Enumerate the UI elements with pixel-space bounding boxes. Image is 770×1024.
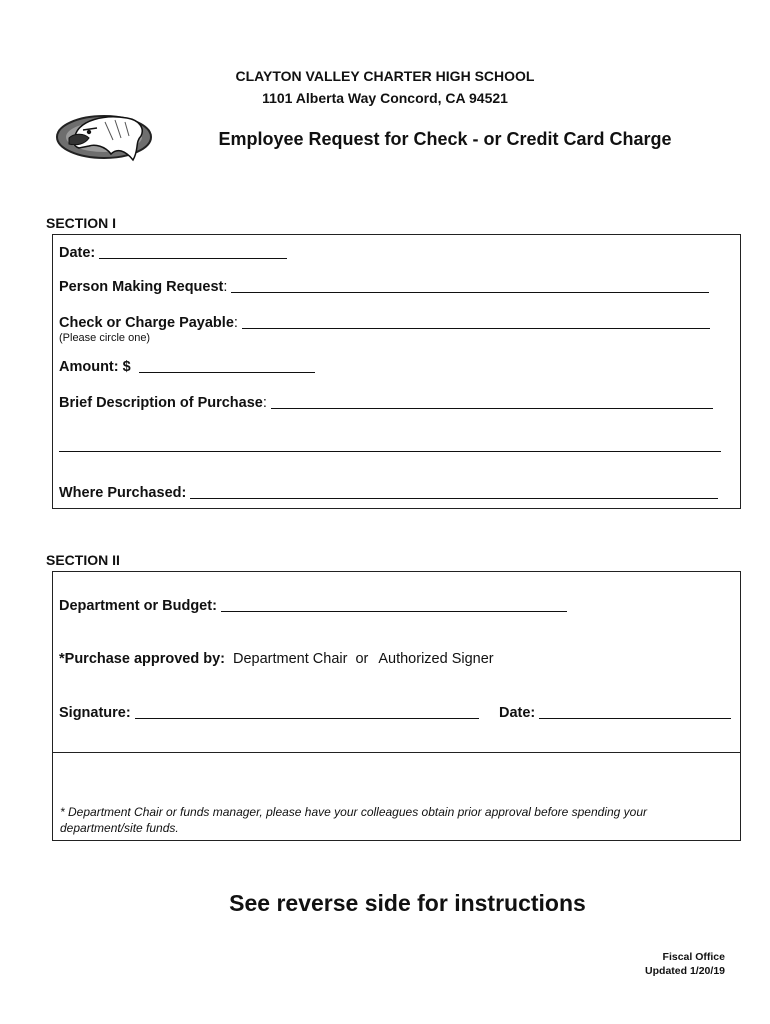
date-field-row — [59, 245, 287, 261]
option-authorized-signer[interactable]: Authorized Signer — [378, 651, 494, 667]
payable-field-row — [59, 315, 710, 331]
description-colon: : — [262, 395, 267, 411]
section-1-label: SECTION I — [46, 215, 117, 231]
payable-colon: : — [233, 315, 238, 331]
payable-input-line[interactable] — [242, 327, 710, 329]
footer — [645, 950, 725, 978]
department-label: Department or Budget: — [59, 598, 217, 614]
description-label: Brief Description of Purchase — [59, 395, 263, 411]
section-2-label: SECTION II — [46, 552, 120, 568]
date-input-line[interactable] — [99, 257, 287, 259]
reverse-side-instructions: See reverse side for instructions — [229, 890, 586, 916]
payable-label: Check or Charge Payable — [59, 315, 234, 331]
fiscal-office-label: Fiscal Office — [662, 951, 725, 963]
person-colon: : — [223, 279, 228, 295]
section-2-date-label: Date: — [499, 705, 536, 721]
approved-by-label: *Purchase approved by: — [59, 651, 225, 667]
amount-label: Amount: $ — [59, 359, 131, 375]
department-input-line[interactable] — [221, 610, 567, 612]
description-field-row — [59, 395, 713, 411]
approval-note: * Department Chair or funds manager, please have your colleagues obtain prior approval before spending your department/site funds. — [60, 805, 648, 835]
signature-input-line[interactable] — [135, 717, 479, 719]
section-2-date-row — [499, 705, 731, 721]
department-field-row — [59, 598, 567, 614]
person-field-row — [59, 279, 709, 295]
person-input-line[interactable] — [231, 291, 709, 293]
where-label: Where Purchased: — [59, 485, 187, 501]
school-name: CLAYTON VALLEY CHARTER HIGH SCHOOL — [235, 68, 535, 84]
updated-date: Updated 1/20/19 — [645, 965, 725, 977]
approved-by-row — [59, 651, 494, 667]
description-second-line[interactable] — [59, 451, 721, 452]
where-input-line[interactable] — [190, 497, 718, 499]
where-field-row — [59, 485, 718, 501]
signature-field-row — [59, 705, 479, 721]
school-address: 1101 Alberta Way Concord, CA 94521 — [262, 90, 508, 106]
amount-input-line[interactable] — [139, 371, 315, 373]
description-input-line[interactable] — [271, 407, 713, 409]
option-department-chair[interactable]: Department Chair — [233, 651, 348, 667]
section-2-date-input-line[interactable] — [539, 717, 731, 719]
person-label: Person Making Request — [59, 279, 224, 295]
amount-field-row — [59, 359, 315, 375]
date-label: Date: — [59, 245, 96, 261]
signature-label: Signature: — [59, 705, 131, 721]
form-title: Employee Request for Check - or Credit Card Charge — [218, 129, 672, 149]
payable-note: (Please circle one) — [59, 332, 151, 344]
option-separator: or — [355, 651, 369, 667]
